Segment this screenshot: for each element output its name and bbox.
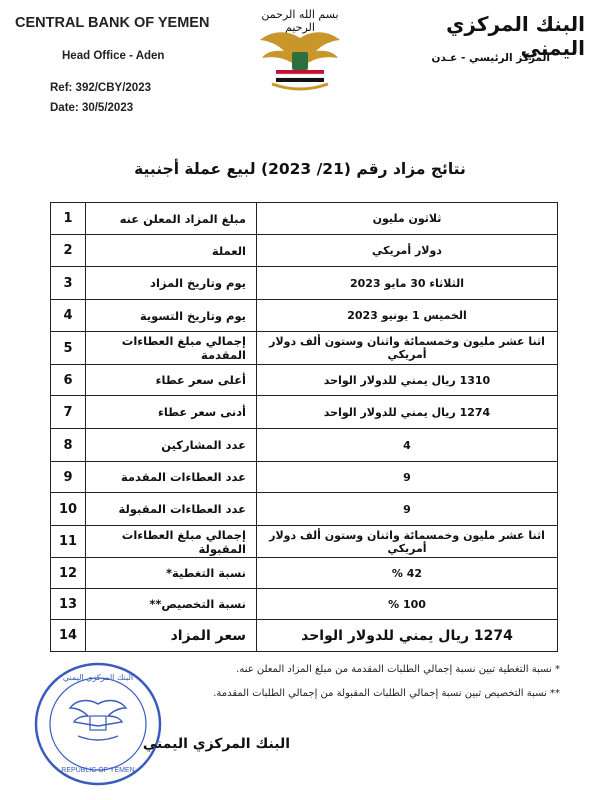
row-value: اثنا عشر مليون وخمسمائة واثنان وستون ألف دولار أمريكي [257,526,558,558]
row-label: إجمالي مبلغ العطاءات المقدمة [86,332,257,365]
table-row [51,589,558,620]
page-title: نتائج مزاد رقم (21/ 2023) لبيع عملة أجنبية [134,160,466,178]
table-row [51,300,558,332]
row-number: 9 [51,462,86,493]
row-label: نسبة التخصيص** [86,589,257,620]
ref-number: Ref: 392/CBY/2023 [50,82,151,94]
office-ar: المركز الرئيسي - عـدن [431,52,550,64]
table-row [51,462,558,493]
row-value: دولار أمريكي [257,235,558,267]
row-number: 14 [51,620,86,652]
document-date: Date: 30/5/2023 [50,102,134,114]
table-row [51,558,558,589]
table-row [51,332,558,365]
row-number: 2 [51,235,86,267]
row-label: مبلغ المزاد المعلن عنه [86,203,257,235]
bank-name-en: CENTRAL BANK OF YEMEN [15,15,210,31]
row-number: 1 [51,203,86,235]
row-label: إجمالي مبلغ العطاءات المقبولة [86,526,257,558]
footnote-allocation: ** نسبة التخصيص تبين نسبة إجمالي الطلبات المقبولة من إجمالي الطلبات المقدمة. [213,688,560,699]
row-number: 4 [51,300,86,332]
row-value: 1274 ريال يمني للدولار الواحد [257,396,558,429]
official-stamp-icon [32,660,164,788]
row-value: 9 [257,462,558,493]
row-number: 12 [51,558,86,589]
table-row [51,365,558,396]
row-value: 100 % [257,589,558,620]
row-label: سعر المزاد [86,620,257,652]
row-number: 10 [51,493,86,526]
row-number: 8 [51,429,86,462]
row-label: العملة [86,235,257,267]
stamp-bottom-text: REPUBLIC OF YEMEN [61,767,135,774]
footnote-coverage: * نسبة التغطية تبين نسبة إجمالي الطلبات المقدمة من مبلغ المزاد المعلن عنه. [236,664,560,675]
row-label: أعلى سعر عطاء [86,365,257,396]
yemen-emblem-icon [258,24,342,96]
row-value: 42 % [257,558,558,589]
basmala: بسم الله الرحمن الرحيم [261,8,339,34]
row-value: الخميس 1 يونيو 2023 [257,300,558,332]
row-value: اثنا عشر مليون وخمسمائة واثنان وستون ألف دولار أمريكي [257,332,558,365]
table-row [51,203,558,235]
table-row [51,396,558,429]
row-value: الثلاثاء 30 مايو 2023 [257,267,558,300]
table-row [51,235,558,267]
row-label: عدد العطاءات المقدمة [86,462,257,493]
table-row [51,267,558,300]
table-row [51,429,558,462]
signature-text: البنك المركزي اليمني [142,736,290,752]
row-value: ثلاثون مليون [257,203,558,235]
row-label: أدنى سعر عطاء [86,396,257,429]
row-number: 13 [51,589,86,620]
row-number: 5 [51,332,86,365]
row-number: 7 [51,396,86,429]
row-label: يوم وتاريخ المزاد [86,267,257,300]
row-value: 1310 ريال يمني للدولار الواحد [257,365,558,396]
table-row [51,493,558,526]
row-value: 9 [257,493,558,526]
row-label: يوم وتاريخ التسوية [86,300,257,332]
office-en: Head Office - Aden [62,50,165,62]
row-label: نسبة التغطية* [86,558,257,589]
results-table [50,202,558,652]
row-label: عدد العطاءات المقبولة [86,493,257,526]
table-row [51,526,558,558]
row-number: 3 [51,267,86,300]
row-value: 1274 ريال يمني للدولار الواحد [257,620,558,652]
row-number: 11 [51,526,86,558]
row-value: 4 [257,429,558,462]
table-row [51,620,558,652]
row-number: 6 [51,365,86,396]
stamp-top-text: البنك المركزي اليمني [62,673,134,682]
row-label: عدد المشاركين [86,429,257,462]
bank-name-ar: البنك المركزي اليمني [446,12,585,60]
